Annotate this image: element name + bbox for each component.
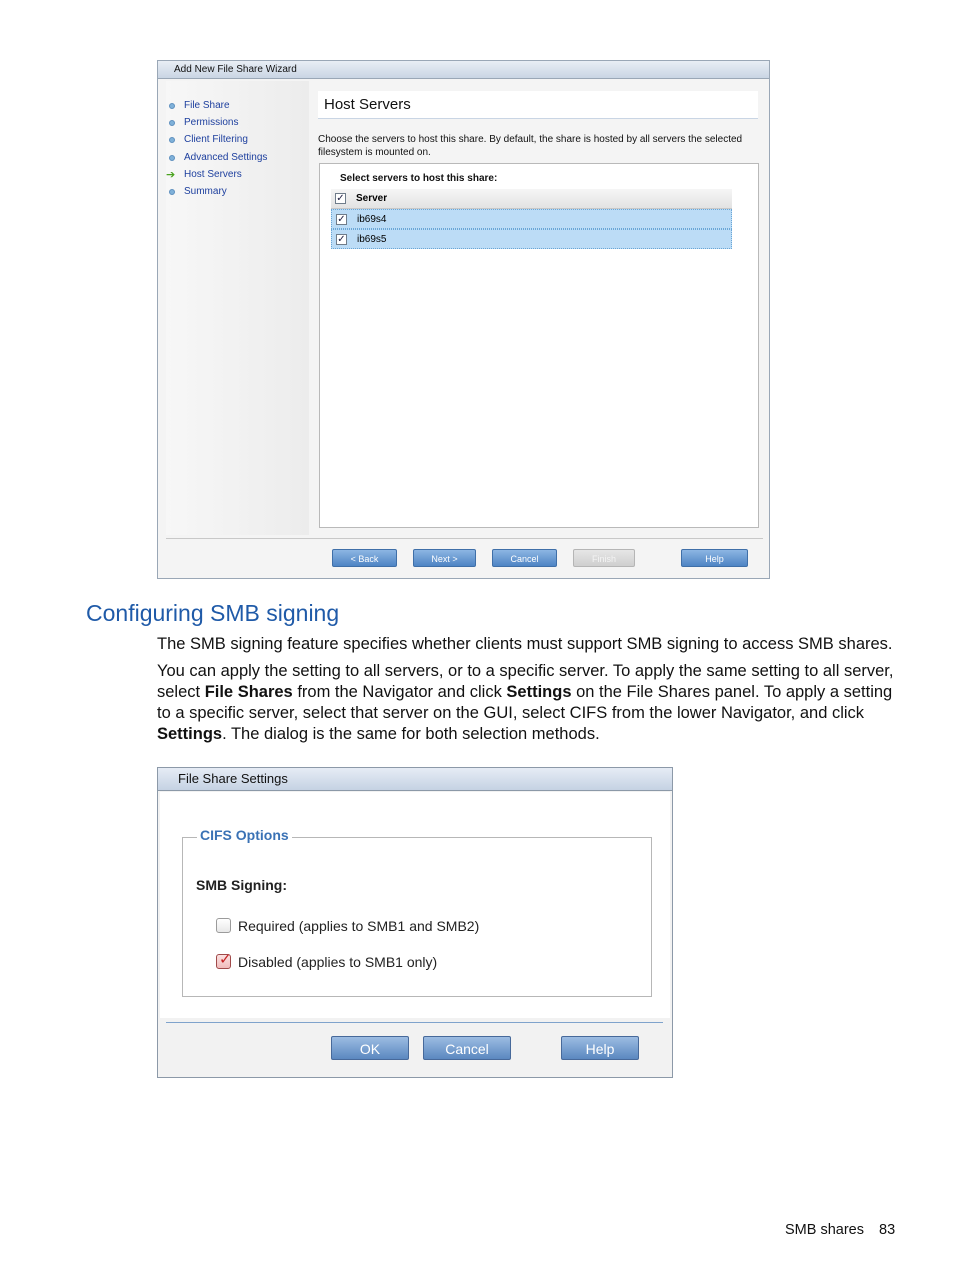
content-header	[318, 91, 758, 119]
nav-item-client-filtering[interactable]: Client Filtering	[184, 133, 248, 147]
wizard-title: Add New File Share Wizard	[158, 61, 769, 79]
cancel-button[interactable]: Cancel	[423, 1036, 511, 1060]
disabled-checkbox[interactable]	[216, 951, 232, 969]
help-button[interactable]: Help	[561, 1036, 639, 1060]
nav-item-advanced-settings[interactable]: Advanced Settings	[184, 151, 267, 165]
help-button[interactable]: Help	[681, 549, 748, 567]
cifs-options-legend: CIFS Options	[197, 827, 292, 843]
paragraph-intro: The SMB signing feature specifies whether clients must support SMB signing to access SMB shares.	[157, 635, 893, 653]
server-checkbox[interactable]: ✓	[337, 234, 346, 245]
next-button[interactable]: Next >	[413, 549, 476, 567]
page-number: 83	[879, 1222, 896, 1238]
checkmark-icon: ✓	[219, 951, 232, 968]
bullet-icon	[169, 137, 175, 143]
table-row[interactable]	[331, 229, 732, 249]
server-selection-panel	[319, 163, 759, 528]
bullet-icon	[169, 189, 175, 195]
button-bar-divider	[166, 1022, 663, 1023]
dialog-body	[160, 792, 670, 1018]
required-label: Required (applies to SMB1 and SMB2)	[238, 918, 480, 934]
footer-section: SMB shares	[785, 1222, 864, 1238]
file-share-settings-dialog	[157, 767, 673, 1078]
bullet-icon	[169, 155, 175, 161]
wizard-nav	[166, 81, 309, 535]
table-row[interactable]	[331, 209, 732, 229]
nav-item-file-share[interactable]: File Share	[184, 99, 230, 113]
dialog-title: File Share Settings	[158, 768, 672, 791]
server-table-header	[331, 189, 732, 209]
disabled-label: Disabled (applies to SMB1 only)	[238, 954, 438, 970]
nav-item-permissions[interactable]: Permissions	[184, 116, 238, 130]
bullet-icon	[169, 103, 175, 109]
paragraph-instructions: You can apply the setting to all servers, or to a specific server. To apply the same setting to all server, select File Shares from the Navigator and click Settings on the File Shares panel. To apply a setting to a specific server, select that server on the GUI, select CIFS from the lower Navigator, and click Settings. The dialog is the same for both selection methods.	[157, 662, 894, 743]
content-title: Host Servers	[324, 96, 411, 113]
server-column-header: Server	[356, 193, 388, 204]
back-button[interactable]: < Back	[332, 549, 397, 567]
select-all-checkbox[interactable]: ✓	[336, 193, 345, 204]
button-bar-divider	[166, 538, 763, 539]
ok-button[interactable]: OK	[331, 1036, 409, 1060]
nav-item-summary[interactable]: Summary	[184, 185, 227, 199]
nav-item-host-servers[interactable]: ➔ Host Servers	[166, 169, 242, 181]
smb-signing-label: SMB Signing:	[196, 877, 287, 893]
server-table	[331, 189, 732, 249]
bullet-icon	[169, 120, 175, 126]
server-name: ib69s5	[357, 234, 387, 245]
cancel-button[interactable]: Cancel	[492, 549, 557, 567]
server-name: ib69s4	[357, 214, 387, 225]
server-checkbox[interactable]: ✓	[337, 214, 346, 225]
content-description: Choose the servers to host this share. By default, the share is hosted by all servers the selected filesystem is mounted on.	[318, 134, 743, 158]
finish-button[interactable]: Finish	[573, 549, 635, 567]
current-step-arrow-icon: ➔	[166, 169, 176, 181]
add-file-share-wizard	[157, 60, 770, 579]
select-servers-label: Select servers to host this share:	[340, 173, 498, 184]
section-heading: Configuring SMB signing	[86, 600, 340, 626]
required-checkbox[interactable]	[216, 918, 231, 933]
